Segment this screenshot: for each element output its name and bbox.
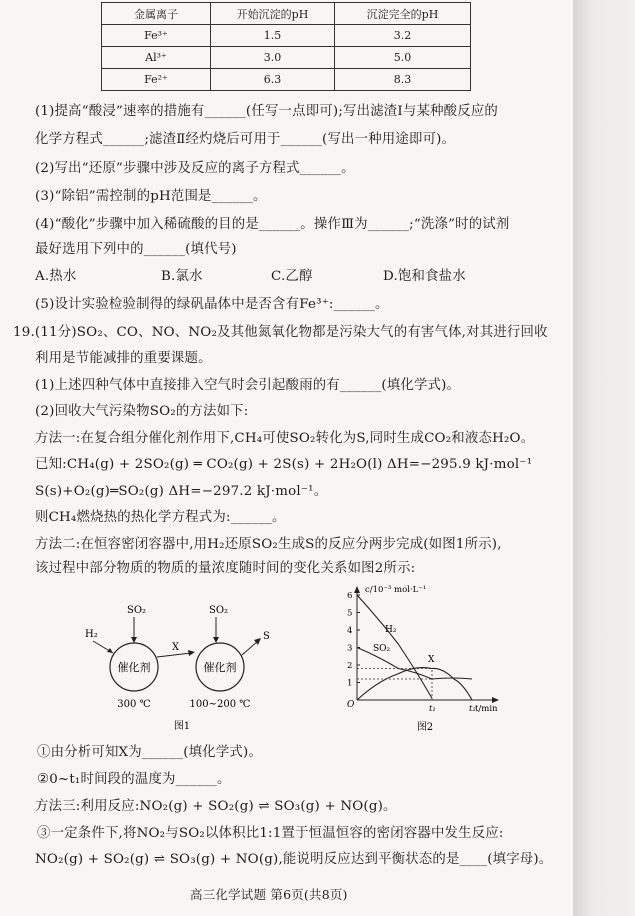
fig2-caption: 图2: [416, 722, 434, 733]
question-3-line-1: ③一定条件下,将NO₂与SO₂以体积比1:1置于恒温恒容的密闭容器中发生反应:: [37, 826, 504, 841]
figure-1-diagram: [75, 595, 305, 735]
table-cell: 1.5: [211, 25, 335, 47]
fig1-s-arrow: [242, 641, 258, 655]
table-cell: Fe³⁺: [102, 25, 211, 47]
table-cell: 3.0: [211, 47, 335, 69]
series-label: X: [428, 655, 435, 665]
chart-x-label: t/min: [475, 704, 498, 714]
metal-ion-ph-table: [101, 2, 471, 91]
question-5: (5)设计实验检验制得的绿矾晶体中是否含有Fe³⁺:______。: [35, 297, 389, 312]
chart-y-tick-label: 4: [347, 626, 353, 636]
fig1-so2-arrowhead-1: [131, 637, 137, 643]
table-cell: 3.2: [335, 25, 471, 47]
fig1-h2-label: H₂: [85, 629, 98, 640]
chart-y-label: c/10⁻³ mol·L⁻¹: [365, 585, 427, 595]
chart-x-arrowhead: [492, 697, 499, 703]
series-h2-line: [357, 595, 432, 698]
fig1-x-label: X: [172, 642, 180, 653]
figure-2-chart: [335, 580, 505, 740]
fig1-so2-label-2: SO₂: [209, 605, 229, 616]
chart-origin: O: [347, 700, 355, 710]
table-row: [102, 47, 471, 69]
table-header-row: [102, 3, 471, 25]
fig1-x-arrow: [157, 653, 191, 657]
chart-x-tick-label: t₂: [469, 704, 476, 714]
fig1-catalyst-label-2: 催化剂: [203, 661, 237, 674]
method-2-line-1: 方法二:在恒容密闭容器中,用H₂还原SO₂生成S的反应分两步完成(如图1所示),: [35, 537, 502, 552]
table-header: 沉淀完全的pH: [335, 3, 471, 25]
option-d: D.饱和食盐水: [383, 269, 466, 284]
question-1-line-1: (1)提高“酸浸”速率的措施有______(任写一点即可);写出滤渣Ⅰ与某种酸反应的: [35, 104, 499, 119]
chart-y-tick-label: 2: [347, 661, 353, 671]
question-3: (3)“除铝”需控制的pH范围是______。: [35, 189, 267, 204]
method-3: 方法三:利用反应:NO₂(g) + SO₂(g) ⇌ SO₃(g) + NO(g)。: [35, 799, 397, 814]
table-header: 金属离子: [102, 3, 211, 25]
chart-y-arrowhead: [354, 586, 360, 593]
fig1-temp-2: 100~200 ℃: [189, 699, 251, 710]
chart-question-2: ②0~t₁时间段的温度为______。: [37, 772, 231, 787]
fig1-s-label: S: [263, 631, 270, 642]
series-label: SO₂: [373, 644, 391, 654]
page-edge-shadow: [573, 0, 635, 916]
question-3-line-2: NO₂(g) + SO₂(g) ⇌ SO₃(g) + NO(g),能说明反应达到平衡状态的是____(填字母)。: [35, 852, 553, 867]
chart-x-tick-label: t₁: [429, 704, 436, 714]
question-4-line-1: (4)“酸化”步骤中加入稀硫酸的目的是______。操作Ⅲ为______;“洗涤”时的试剂: [35, 217, 510, 232]
chart-y-tick-label: 3: [347, 643, 353, 654]
chart-y-tick-label: 6: [347, 591, 353, 601]
equation-3: 则CH₄燃烧热的热化学方程式为:______。: [35, 510, 286, 525]
table-cell: 6.3: [211, 69, 335, 91]
table-cell: Fe²⁺: [102, 69, 211, 91]
question-2: (2)写出“还原”步骤中涉及反应的离子方程式______。: [35, 161, 355, 176]
table-cell: 5.0: [335, 47, 471, 69]
question-4-line-2: 最好选用下列中的______(填代号): [35, 242, 237, 257]
sub-question-2: (2)回收大气污染物SO₂的方法如下:: [35, 404, 249, 419]
table-row: [102, 69, 471, 91]
equation-2: S(s)+O₂(g)═SO₂(g) ΔH=−297.2 kJ·mol⁻¹。: [35, 484, 328, 499]
fig1-x-arrowhead: [188, 650, 195, 656]
fig1-so2-arrowhead-2: [213, 637, 219, 643]
table-cell: 8.3: [335, 69, 471, 91]
chart-question-1: ①由分析可知X为______(填化学式)。: [37, 745, 263, 760]
problem-19-line-2: 利用是节能减排的重要课题。: [35, 351, 212, 366]
sub-question-1: (1)上述四种气体中直接排入空气时会引起酸雨的有______(填化学式)。: [35, 378, 461, 393]
problem-19-line-1: 19.(11分)SO₂、CO、NO、NO₂及其他氮氧化物都是污染大气的有害气体,对其进行回收: [13, 325, 548, 340]
chart-y-tick-label: 1: [347, 678, 353, 689]
page-footer: 高三化学试题 第6页(共8页): [190, 887, 348, 902]
option-a: A.热水: [35, 269, 77, 284]
option-c: C.乙醇: [271, 269, 313, 284]
series-label: H₂: [385, 625, 397, 635]
table-header: 开始沉淀的pH: [211, 3, 335, 25]
table-row: [102, 25, 471, 47]
fig1-caption: 图1: [173, 721, 191, 732]
fig1-catalyst-label-1: 催化剂: [117, 661, 151, 674]
table-cell: Al³⁺: [102, 47, 211, 69]
fig1-so2-label-1: SO₂: [127, 605, 147, 616]
method-2-line-2: 该过程中部分物质的物质的量浓度随时间的变化关系如图2所示:: [35, 561, 416, 576]
fig1-temp-1: 300 ℃: [117, 699, 151, 710]
option-b: B.氯水: [161, 269, 203, 284]
method-1: 方法一:在复合组分催化剂作用下,CH₄可使SO₂转化为S,同时生成CO₂和液态H₂O。: [35, 431, 535, 446]
question-1-line-2: 化学方程式______;滤渣Ⅱ经灼烧后可用于______(写出一种用途即可)。: [35, 132, 456, 147]
chart-y-tick-label: 5: [347, 608, 353, 619]
equation-1: 已知:CH₄(g) + 2SO₂(g) ═ CO₂(g) + 2S(s) + 2H₂O(l) ΔH=−295.9 kJ·mol⁻¹: [35, 457, 533, 472]
